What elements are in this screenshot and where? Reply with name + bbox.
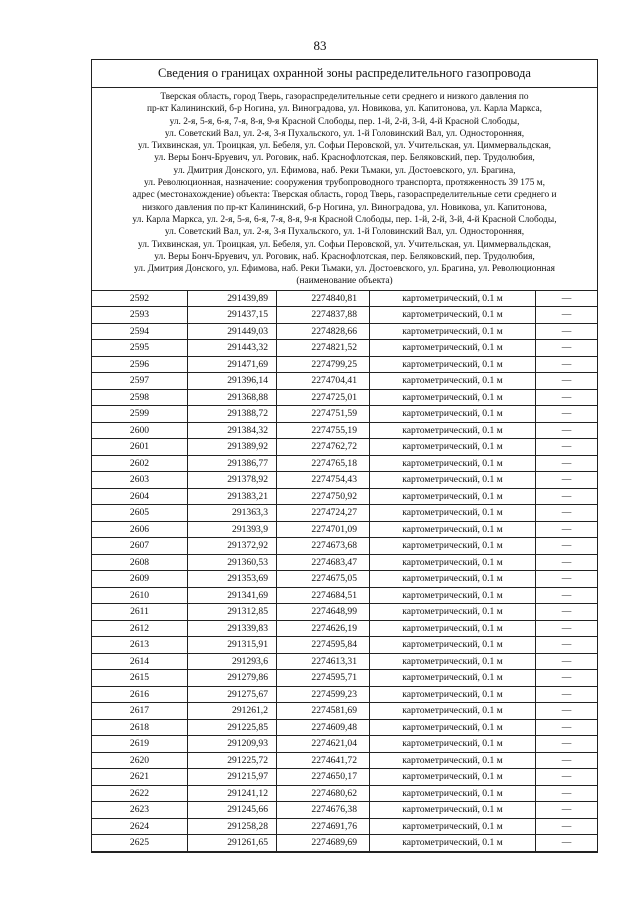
point-number-cell: 2606	[92, 521, 188, 538]
y-coordinate-cell: 2274621,04	[277, 736, 370, 753]
y-coordinate-cell: 2274595,84	[277, 637, 370, 654]
point-number-cell: 2599	[92, 406, 188, 423]
x-coordinate-cell: 291312,85	[188, 604, 277, 621]
point-number-cell: 2616	[92, 686, 188, 703]
y-coordinate-cell: 2274676,38	[277, 802, 370, 819]
description-cell: —	[536, 769, 598, 786]
x-coordinate-cell: 291372,92	[188, 538, 277, 555]
x-coordinate-cell: 291437,15	[188, 307, 277, 324]
point-number-cell: 2595	[92, 340, 188, 357]
description-line: ул. Веры Бонч-Бруевич, ул. Роговик, наб. Краснофлотская, пер. Беляковский, пер. Трудолюбия,	[154, 251, 535, 262]
y-coordinate-cell: 2274755,19	[277, 422, 370, 439]
x-coordinate-cell: 291225,85	[188, 719, 277, 736]
point-number-cell: 2624	[92, 818, 188, 835]
table-row	[92, 587, 597, 604]
x-coordinate-cell: 291443,32	[188, 340, 277, 357]
x-coordinate-cell: 291471,69	[188, 356, 277, 373]
table-row	[92, 785, 597, 802]
point-number-cell: 2611	[92, 604, 188, 621]
description-cell: —	[536, 686, 598, 703]
x-coordinate-cell: 291275,67	[188, 686, 277, 703]
description-line: ул. Тихвинская, ул. Троицкая, ул. Бебеля, ул. Софьи Перовской, ул. Учительская, ул. Циммервальдская,	[137, 141, 552, 152]
y-coordinate-cell: 2274754,43	[277, 472, 370, 489]
method-cell: картометрический, 0.1 м	[370, 406, 536, 423]
point-number-cell: 2609	[92, 571, 188, 588]
method-cell: картометрический, 0.1 м	[370, 637, 536, 654]
table-row	[92, 356, 597, 373]
method-cell: картометрический, 0.1 м	[370, 686, 536, 703]
method-cell: картометрический, 0.1 м	[370, 455, 536, 472]
x-coordinate-cell: 291388,72	[188, 406, 277, 423]
method-cell: картометрический, 0.1 м	[370, 769, 536, 786]
y-coordinate-cell: 2274595,71	[277, 670, 370, 687]
table-row	[92, 571, 597, 588]
method-cell: картометрический, 0.1 м	[370, 752, 536, 769]
y-coordinate-cell: 2274724,27	[277, 505, 370, 522]
description-cell: —	[536, 604, 598, 621]
method-cell: картометрический, 0.1 м	[370, 802, 536, 819]
description-cell: —	[536, 538, 598, 555]
y-coordinate-cell: 2274626,19	[277, 620, 370, 637]
description-cell: —	[536, 307, 598, 324]
method-cell: картометрический, 0.1 м	[370, 818, 536, 835]
table-row	[92, 604, 597, 621]
y-coordinate-cell: 2274599,23	[277, 686, 370, 703]
point-number-cell: 2607	[92, 538, 188, 555]
y-coordinate-cell: 2274704,41	[277, 373, 370, 390]
x-coordinate-cell: 291384,32	[188, 422, 277, 439]
table-row	[92, 818, 597, 835]
x-coordinate-cell: 291383,21	[188, 488, 277, 505]
x-coordinate-cell: 291393,9	[188, 521, 277, 538]
description-line: ул. Дмитрия Донского, ул. Ефимова, наб. Реки Тьмаки, ул. Достоевского, ул. Брагина, ул. Революционная	[134, 264, 555, 275]
method-cell: картометрический, 0.1 м	[370, 373, 536, 390]
x-coordinate-cell: 291293,6	[188, 653, 277, 670]
y-coordinate-cell: 2274650,17	[277, 769, 370, 786]
y-coordinate-cell: 2274581,69	[277, 703, 370, 720]
table-row	[92, 488, 597, 505]
description-line: Тверская область, город Тверь, газораспределительные сети среднего и низкого давления по	[160, 92, 529, 102]
page-number: 83	[313, 38, 327, 53]
x-coordinate-cell: 291396,14	[188, 373, 277, 390]
method-cell: картометрический, 0.1 м	[370, 505, 536, 522]
description-cell: —	[536, 521, 598, 538]
point-number-cell: 2596	[92, 356, 188, 373]
description-cell: —	[536, 356, 598, 373]
table-row	[92, 835, 597, 852]
description-cell: —	[536, 637, 598, 654]
table-row	[92, 373, 597, 390]
y-coordinate-cell: 2274821,52	[277, 340, 370, 357]
object-caption: (наименование объекта)	[296, 276, 393, 287]
method-cell: картометрический, 0.1 м	[370, 538, 536, 555]
table-row	[92, 802, 597, 819]
description-cell: —	[536, 719, 598, 736]
x-coordinate-cell: 291449,03	[188, 323, 277, 340]
point-number-cell: 2594	[92, 323, 188, 340]
table-row	[92, 455, 597, 472]
description-line: адрес (местонахождение) объекта: Тверская область, город Тверь, газораспределительные сети среднего и	[132, 190, 557, 201]
point-number-cell: 2618	[92, 719, 188, 736]
point-number-cell: 2615	[92, 670, 188, 687]
x-coordinate-cell: 291386,77	[188, 455, 277, 472]
object-description	[92, 88, 597, 291]
point-number-cell: 2602	[92, 455, 188, 472]
y-coordinate-cell: 2274675,05	[277, 571, 370, 588]
description-cell: —	[536, 785, 598, 802]
y-coordinate-cell: 2274684,51	[277, 587, 370, 604]
y-coordinate-cell: 2274701,09	[277, 521, 370, 538]
method-cell: картометрический, 0.1 м	[370, 323, 536, 340]
table-row	[92, 291, 597, 307]
table-row	[92, 422, 597, 439]
point-number-cell: 2597	[92, 373, 188, 390]
y-coordinate-cell: 2274613,31	[277, 653, 370, 670]
x-coordinate-cell: 291279,86	[188, 670, 277, 687]
point-number-cell: 2620	[92, 752, 188, 769]
x-coordinate-cell: 291209,93	[188, 736, 277, 753]
x-coordinate-cell: 291339,83	[188, 620, 277, 637]
table-row	[92, 736, 597, 753]
point-number-cell: 2617	[92, 703, 188, 720]
description-cell: —	[536, 340, 598, 357]
method-cell: картометрический, 0.1 м	[370, 488, 536, 505]
y-coordinate-cell: 2274762,72	[277, 439, 370, 456]
table-row	[92, 670, 597, 687]
description-cell: —	[536, 736, 598, 753]
description-line: пр-кт Калининский, б-р Ногина, ул. Виноградова, ул. Новикова, ул. Капитонова, ул. Карла Маркса,	[146, 104, 543, 115]
x-coordinate-cell: 291368,88	[188, 389, 277, 406]
description-cell: —	[536, 571, 598, 588]
x-coordinate-cell: 291389,92	[188, 439, 277, 456]
y-coordinate-cell: 2274725,01	[277, 389, 370, 406]
point-number-cell: 2605	[92, 505, 188, 522]
point-number-cell: 2593	[92, 307, 188, 324]
method-cell: картометрический, 0.1 м	[370, 472, 536, 489]
table-row	[92, 686, 597, 703]
method-cell: картометрический, 0.1 м	[370, 719, 536, 736]
y-coordinate-cell: 2274691,76	[277, 818, 370, 835]
table-row	[92, 719, 597, 736]
table-row	[92, 620, 597, 637]
description-cell: —	[536, 670, 598, 687]
x-coordinate-cell: 291363,3	[188, 505, 277, 522]
x-coordinate-cell: 291245,66	[188, 802, 277, 819]
method-cell: картометрический, 0.1 м	[370, 620, 536, 637]
table-row	[92, 439, 597, 456]
table-row	[92, 538, 597, 555]
description-cell: —	[536, 835, 598, 852]
method-cell: картометрический, 0.1 м	[370, 389, 536, 406]
x-coordinate-cell: 291439,89	[188, 291, 277, 307]
x-coordinate-cell: 291378,92	[188, 472, 277, 489]
x-coordinate-cell: 291353,69	[188, 571, 277, 588]
table-row	[92, 340, 597, 357]
x-coordinate-cell: 291215,97	[188, 769, 277, 786]
y-coordinate-cell: 2274648,99	[277, 604, 370, 621]
table-row	[92, 554, 597, 571]
method-cell: картометрический, 0.1 м	[370, 835, 536, 852]
description-cell: —	[536, 488, 598, 505]
y-coordinate-cell: 2274799,25	[277, 356, 370, 373]
y-coordinate-cell: 2274683,47	[277, 554, 370, 571]
y-coordinate-cell: 2274641,72	[277, 752, 370, 769]
description-cell: —	[536, 291, 598, 307]
description-cell: —	[536, 554, 598, 571]
y-coordinate-cell: 2274840,81	[277, 291, 370, 307]
description-cell: —	[536, 802, 598, 819]
table-row	[92, 653, 597, 670]
document-title: Сведения о границах охранной зоны распределительного газопровода	[92, 60, 597, 88]
table-row	[92, 521, 597, 538]
description-cell: —	[536, 323, 598, 340]
method-cell: картометрический, 0.1 м	[370, 521, 536, 538]
description-cell: —	[536, 818, 598, 835]
x-coordinate-cell: 291261,2	[188, 703, 277, 720]
description-line: низкого давления по пр-кт Калининский, б-р Ногина, ул. Виноградова, ул. Новикова, ул. Капитонова,	[142, 202, 547, 213]
point-number-cell: 2621	[92, 769, 188, 786]
description-line: ул. Советский Вал, ул. 2-я, 3-я Пухальского, ул. 1-й Головинский Вал, ул. Односторонняя,	[164, 227, 525, 238]
table-row	[92, 406, 597, 423]
point-number-cell: 2612	[92, 620, 188, 637]
table-row	[92, 637, 597, 654]
y-coordinate-cell: 2274609,48	[277, 719, 370, 736]
method-cell: картометрический, 0.1 м	[370, 653, 536, 670]
table-row	[92, 472, 597, 489]
point-number-cell: 2610	[92, 587, 188, 604]
point-number-cell: 2608	[92, 554, 188, 571]
method-cell: картометрический, 0.1 м	[370, 736, 536, 753]
point-number-cell: 2613	[92, 637, 188, 654]
description-cell: —	[536, 587, 598, 604]
description-line: ул. Революционная, назначение: сооружения трубопроводного транспорта, протяженность 39 175 м,	[144, 178, 545, 189]
y-coordinate-cell: 2274765,18	[277, 455, 370, 472]
description-cell: —	[536, 455, 598, 472]
method-cell: картометрический, 0.1 м	[370, 291, 536, 307]
y-coordinate-cell: 2274751,59	[277, 406, 370, 423]
point-number-cell: 2604	[92, 488, 188, 505]
table-row	[92, 769, 597, 786]
coordinates-table	[92, 291, 597, 852]
y-coordinate-cell: 2274750,92	[277, 488, 370, 505]
point-number-cell: 2623	[92, 802, 188, 819]
method-cell: картометрический, 0.1 м	[370, 439, 536, 456]
table-row	[92, 323, 597, 340]
table-row	[92, 752, 597, 769]
description-cell: —	[536, 653, 598, 670]
description-cell: —	[536, 620, 598, 637]
description-cell: —	[536, 752, 598, 769]
point-number-cell: 2603	[92, 472, 188, 489]
x-coordinate-cell: 291261,65	[188, 835, 277, 852]
point-number-cell: 2601	[92, 439, 188, 456]
y-coordinate-cell: 2274689,69	[277, 835, 370, 852]
description-cell: —	[536, 439, 598, 456]
method-cell: картометрический, 0.1 м	[370, 670, 536, 687]
description-line: ул. Карла Маркса, ул. 2-я, 5-я, 6-я, 7-я, 8-я, 9-я Красной Слободы, пер. 1-й, 2-й, 3-й, 4-й Красной Слободы,	[132, 214, 557, 225]
x-coordinate-cell: 291241,12	[188, 785, 277, 802]
description-cell: —	[536, 389, 598, 406]
table-row	[92, 307, 597, 324]
description-line: ул. Веры Бонч-Бруевич, ул. Роговик, наб. Краснофлотская, пер. Беляковский, пер. Трудолюбия,	[154, 153, 535, 164]
point-number-cell: 2619	[92, 736, 188, 753]
point-number-cell: 2625	[92, 835, 188, 852]
point-number-cell: 2592	[92, 291, 188, 307]
y-coordinate-cell: 2274837,88	[277, 307, 370, 324]
description-cell: —	[536, 422, 598, 439]
description-cell: —	[536, 406, 598, 423]
point-number-cell: 2614	[92, 653, 188, 670]
x-coordinate-cell: 291315,91	[188, 637, 277, 654]
table-row	[92, 505, 597, 522]
description-line: ул. Советский Вал, ул. 2-я, 3-я Пухальского, ул. 1-й Головинский Вал, ул. Односторонняя,	[164, 128, 525, 139]
method-cell: картометрический, 0.1 м	[370, 554, 536, 571]
method-cell: картометрический, 0.1 м	[370, 307, 536, 324]
method-cell: картометрический, 0.1 м	[370, 604, 536, 621]
method-cell: картометрический, 0.1 м	[370, 356, 536, 373]
x-coordinate-cell: 291360,53	[188, 554, 277, 571]
y-coordinate-cell: 2274828,66	[277, 323, 370, 340]
y-coordinate-cell: 2274680,62	[277, 785, 370, 802]
description-line: ул. Тихвинская, ул. Троицкая, ул. Бебеля, ул. Софьи Перовской, ул. Учительская, ул. Циммервальдская,	[137, 239, 552, 250]
x-coordinate-cell: 291341,69	[188, 587, 277, 604]
method-cell: картометрический, 0.1 м	[370, 587, 536, 604]
description-cell: —	[536, 505, 598, 522]
description-cell: —	[536, 373, 598, 390]
method-cell: картометрический, 0.1 м	[370, 703, 536, 720]
method-cell: картометрический, 0.1 м	[370, 571, 536, 588]
description-line: ул. Дмитрия Донского, ул. Ефимова, наб. Реки Тьмаки, ул. Достоевского, ул. Брагина,	[173, 165, 516, 176]
description-cell: —	[536, 472, 598, 489]
document-frame	[91, 59, 598, 853]
method-cell: картометрический, 0.1 м	[370, 422, 536, 439]
description-line: ул. 2-я, 5-я, 6-я, 7-я, 8-я, 9-я Красной Слободы, пер. 1-й, 2-й, 3-й, 4-й Красной Слободы,	[169, 116, 520, 127]
point-number-cell: 2598	[92, 389, 188, 406]
x-coordinate-cell: 291258,28	[188, 818, 277, 835]
x-coordinate-cell: 291225,72	[188, 752, 277, 769]
table-row	[92, 389, 597, 406]
method-cell: картометрический, 0.1 м	[370, 340, 536, 357]
point-number-cell: 2622	[92, 785, 188, 802]
method-cell: картометрический, 0.1 м	[370, 785, 536, 802]
description-cell: —	[536, 703, 598, 720]
table-row	[92, 703, 597, 720]
y-coordinate-cell: 2274673,68	[277, 538, 370, 555]
point-number-cell: 2600	[92, 422, 188, 439]
